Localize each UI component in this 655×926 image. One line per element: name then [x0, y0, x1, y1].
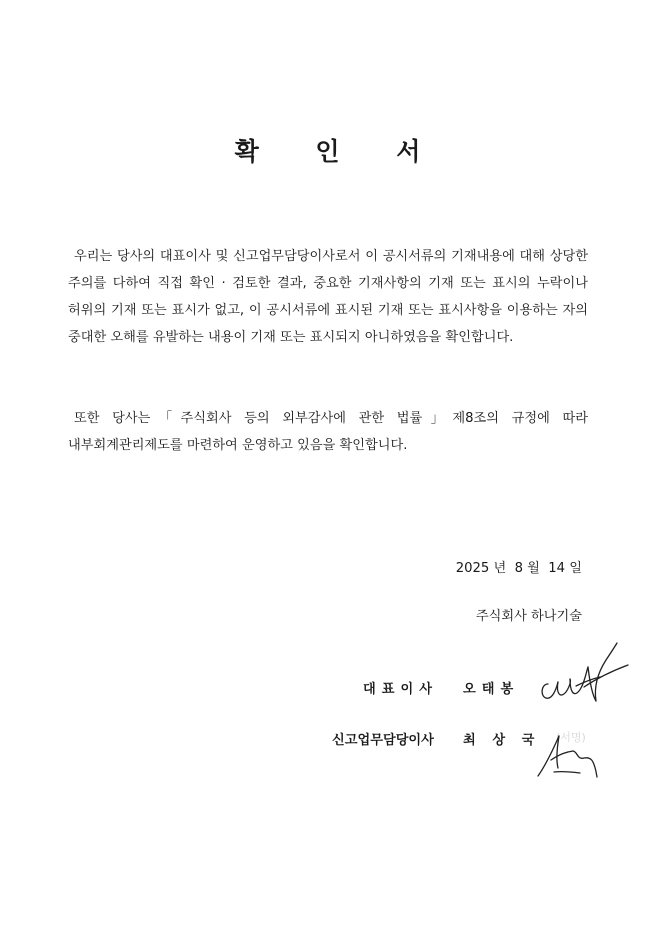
company-name: 주식회사 하나기술: [475, 609, 582, 624]
ceo-signature-icon: [542, 643, 628, 701]
disclosure-officer-role-label: 신고업무담당이사: [332, 733, 434, 748]
internal-control-paragraph: 또한 당사는「주식회사 등의 외부감사에 관한 법률」제8조의 규정에 따라 내부회계관리제도를 마련하여 운영하고 있음을 확인합니다.: [68, 411, 588, 453]
document-title: 확 인 서: [234, 137, 445, 166]
document-date: 2025 년 8 월 14 일: [455, 561, 582, 576]
confirmation-paragraph: 우리는 당사의 대표이사 및 신고업무담당이사로서 이 공시서류의 기재내용에 대해 상당한 주의를 다하여 직접 확인 · 검토한 결과, 중요한 기재사항의 기재 또는 표시의 누락이나 허위의 기재 또는 표시가 없고, 이 공시서류에 표시된 기재 또는 표시사항을 이용하는 자의 중대한 오해를 유발하는 내용이 기재 또는 표시되지 아니하였음을 확인합니다.: [68, 249, 588, 345]
disclosure-officer-name: 최 상 국: [463, 733, 541, 748]
ceo-role-label: 대표이사: [363, 682, 438, 697]
ceo-name: 오태봉: [463, 682, 520, 697]
signature-placeholder-note: (서명): [556, 731, 586, 744]
